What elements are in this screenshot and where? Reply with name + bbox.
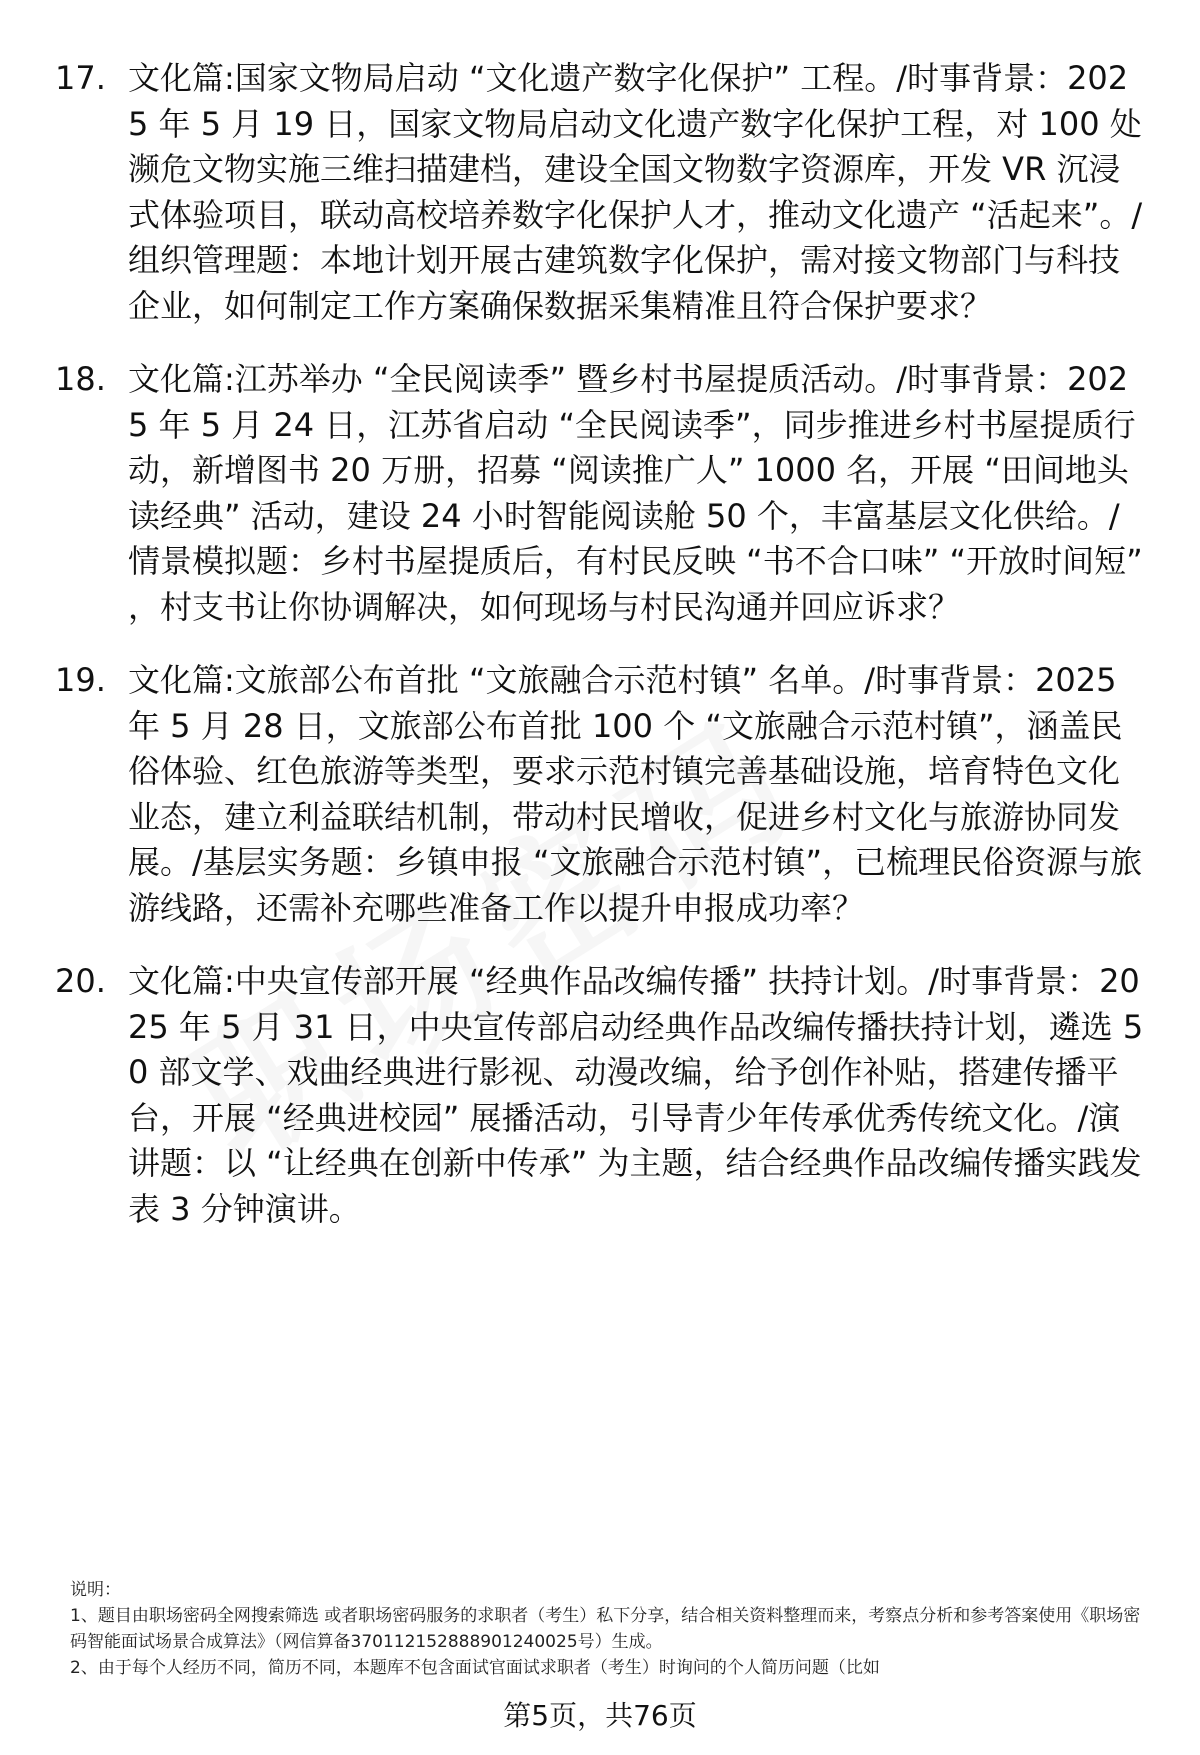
question-number: 17. (55, 59, 106, 97)
question-text: 文化篇:江苏举办 “全民阅读季” 暨乡村书屋提质活动。/时事背景：2025 年 5 月 24 日，江苏省启动 “全民阅读季”，同步推进乡村书屋提质行动，新增图书 20 万册，招募 “阅读推广人” 1000 名，开展 “田间地头读经典” 活动，建设 24 小时智能阅读舱 50 个，丰富基层文化供给。/情景模拟题：乡村书屋提质后，有村民反映 “书不合口味” “开放时间短”，村支书让你协调解决，如何现场与村民沟通并回应诉求？ (128, 360, 1143, 626)
notes-heading: 说明： (70, 1580, 121, 1600)
question-number: 18. (55, 360, 106, 398)
question-text: 文化篇:文旅部公布首批 “文旅融合示范村镇” 名单。/时事背景：2025 年 5 月 28 日，文旅部公布首批 100 个 “文旅融合示范村镇”，涵盖民俗体验、红色旅游等类型，要求示范村镇完善基础设施，培育特色文化业态，建立利益联结机制，带动村民增收，促进乡村文化与旅游协同发展。/基层实务题：乡镇申报 “文旅融合示范村镇”，已梳理民俗资源与旅游线路，还需补充哪些准备工作以提升申报成功率？ (128, 661, 1143, 927)
note-item: 2、由于每个人经历不同，简历不同，本题库不包含面试官面试求职者（考生）时询问的个人简历问题（比如 (70, 1658, 880, 1678)
question-text: 文化篇:国家文物局启动 “文化遗产数字化保护” 工程。/时事背景：2025 年 5 月 19 日，国家文物局启动文化遗产数字化保护工程，对 100 处濒危文物实施三维扫描建档，建设全国文物数字资源库，开发 VR 沉浸式体验项目，联动高校培养数字化保护人才，推动文化遗产 “活起来”。/组织管理题：本地计划开展古建筑数字化保护，需对接文物部门与科技企业，如何制定工作方案确保数据采集精准且符合保护要求？ (128, 59, 1143, 325)
question-number: 20. (55, 962, 106, 1000)
question-item (55, 56, 1145, 329)
question-item (55, 959, 1145, 1232)
notes-section (70, 1577, 1145, 1681)
question-text: 文化篇:中央宣传部开展 “经典作品改编传播” 扶持计划。/时事背景：2025 年 5 月 31 日，中央宣传部启动经典作品改编传播扶持计划，遴选 50 部文学、戏曲经典进行影视、动漫改编，给予创作补贴，搭建传播平台，开展 “经典进校园” 展播活动，引导青少年传承优秀传统文化。/演讲题：以 “让经典在创新中传承” 为主题，结合经典作品改编传播实践发表 3 分钟演讲。 (128, 962, 1144, 1228)
question-item (55, 357, 1145, 630)
question-item (55, 658, 1145, 931)
question-list (55, 56, 1145, 1260)
question-number: 19. (55, 661, 106, 699)
page-number: 第5页，共76页 (503, 1699, 697, 1732)
note-item: 1、题目由职场密码全网搜索筛选 或者职场密码服务的求职者（考生）私下分享，结合相关资料整理而来，考察点分析和参考答案使用《职场密码智能面试场景合成算法》（网信算备370112152888901240025号）生成。 (70, 1606, 1141, 1652)
